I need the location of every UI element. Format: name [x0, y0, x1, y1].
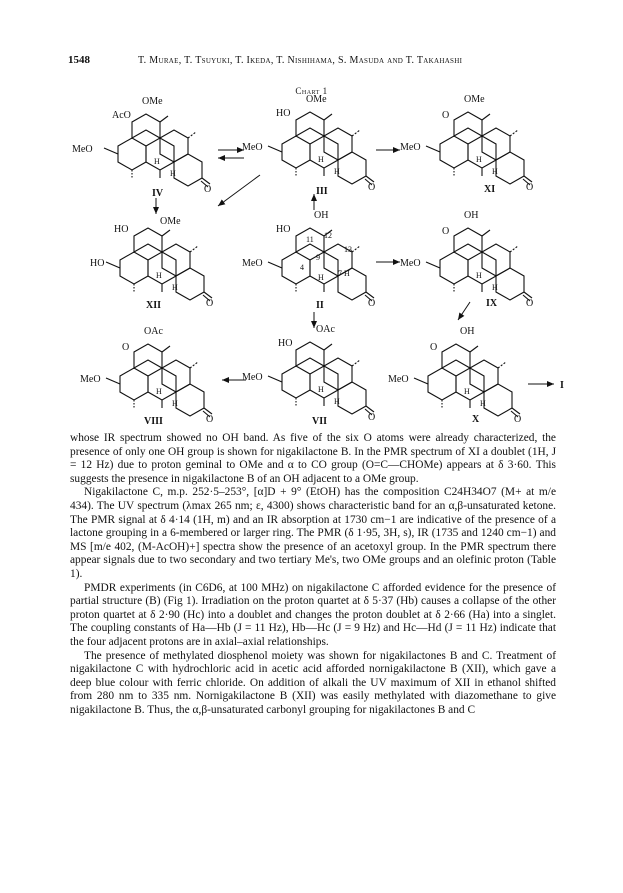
ome-label: OMe	[160, 216, 181, 227]
compound-label-II: II	[316, 300, 324, 311]
o-label: O	[442, 226, 450, 237]
atom-number-11: 11	[306, 235, 314, 244]
ho-label: HO	[276, 224, 291, 235]
oh-label: OH	[464, 210, 479, 221]
oh-label: OH	[314, 210, 329, 221]
h-label: H	[318, 155, 324, 164]
o-label: O	[526, 298, 534, 309]
compound-label-XI: XI	[484, 184, 496, 195]
compound-label-VII: VII	[312, 416, 328, 427]
o-label: O	[514, 414, 522, 425]
structure-XII	[90, 216, 213, 311]
atom-number-7: 7	[338, 269, 342, 278]
paragraph-1: whose IR spectrum showed no OH band. As five of the six O atoms were already characterized, the presence of only one OH group is shown for nigakilactone B. In the PMR spectrum of XI a doublet (1H, J = 12 Hz) due to proton geminal to OMe and α to CO group (O=C—CHOMe) appears at δ 3·60. This suggests the presence in nigakilactone B of an OH adjacent to a OMe group.	[70, 432, 556, 485]
aco-label: AcO	[112, 110, 131, 121]
body-text	[70, 432, 556, 717]
h-label: H	[172, 399, 178, 408]
h-label: H	[492, 167, 498, 176]
ome-label: OMe	[464, 94, 485, 105]
oac-label: OAc	[144, 326, 163, 337]
h-label: H	[476, 271, 482, 280]
compound-label-XII: XII	[146, 300, 162, 311]
meo-label: MeO	[72, 144, 93, 155]
h-label: H	[156, 387, 162, 396]
ho-label: HO	[90, 258, 105, 269]
oac-label: OAc	[316, 324, 335, 335]
structure-III	[242, 94, 375, 197]
oh-label: OH	[460, 326, 475, 337]
chart-title: Chart 1	[295, 86, 328, 96]
h-label: H	[154, 157, 160, 166]
structure-X	[388, 326, 521, 425]
arrow-II-IV	[218, 175, 260, 206]
ho-label: HO	[278, 338, 293, 349]
o-label: O	[204, 184, 212, 195]
structure-VIII	[80, 326, 213, 427]
atom-number-4: 4	[300, 263, 304, 272]
h-label: H	[172, 283, 178, 292]
compound-label-VIII: VIII	[144, 416, 163, 427]
compound-label-IV: IV	[152, 188, 164, 199]
atom-number-9: 9	[316, 253, 320, 262]
arrow-IX-X	[458, 302, 470, 320]
h-label: H	[334, 397, 340, 406]
o-label: O	[368, 298, 376, 309]
meo-label: MeO	[80, 374, 101, 385]
o-label: O	[430, 342, 438, 353]
o-label: O	[442, 110, 450, 121]
meo-label: MeO	[242, 142, 263, 153]
atom-number-13: 13	[344, 245, 352, 254]
h-label: H	[492, 283, 498, 292]
o-label: O	[368, 412, 376, 423]
ome-label: OMe	[142, 96, 163, 107]
h-label: H	[318, 273, 324, 282]
paragraph-2: Nigakilactone C, m.p. 252·5–253°, [α]D + 9° (EtOH) has the composition C24H34O7 (M+ at m/e 434). The UV spectrum (λmax 265 nm; ε, 4300) shows characteristic band for an α,β-unsaturated ketone. The PMR signal at δ 4·14 (1H, m) and an IR absorption at 1730 cm−1 are indicative of the presence of a lactone grouping in a 6-membered or larger ring. The PMR (δ 1·95, 3H, s), IR (1735 and 1240 cm−1) and MS [m/e 402, (M-AcOH)+] spectra show the presence of an acetoxyl group. In the PMR spectrum there appear signals due to two secondary and two tertiary Me's, two OMe groups and an olefinic proton (Table 1).	[70, 486, 556, 580]
meo-label: MeO	[242, 372, 263, 383]
structure-XI	[400, 94, 533, 195]
h-label: H	[318, 385, 324, 394]
o-label: O	[206, 298, 214, 309]
h-label: H	[344, 269, 350, 278]
h-label: H	[480, 399, 486, 408]
h-label: H	[464, 387, 470, 396]
h-label: H	[156, 271, 162, 280]
ome-label: OMe	[306, 94, 327, 105]
ho-label: HO	[114, 224, 129, 235]
ho-label: HO	[276, 108, 291, 119]
meo-label: MeO	[242, 258, 263, 269]
meo-label: MeO	[388, 374, 409, 385]
h-label: H	[170, 169, 176, 178]
paragraph-3: PMDR experiments (in C6D6, at 100 MHz) on nigakilactone C afforded evidence for the presence of partial structure (B) (Fig 1). Irradiation on the proton quartet at δ 5·37 (Hb) causes a collapse of the other proton quartet at δ 2·90 (Hc) into a doublet and changes the proton doublet at δ 2·66 (Ha) into a singlet. The coupling constants of Ha—Hb (J = 11 Hz), Hb—Hc (J = 9 Hz) and Hc—Hd (J = 11 Hz) indicate that the four adjacent protons are in axial–axial relationships.	[70, 581, 556, 648]
structure-IX	[400, 210, 533, 309]
author-line: T. Murae, T. Tsuyuki, T. Ikeda, T. Nishihama, S. Masuda and T. Takahashi	[138, 55, 463, 66]
h-label: H	[334, 167, 340, 176]
meo-label: MeO	[400, 142, 421, 153]
structure-VII	[242, 324, 375, 427]
o-label: O	[368, 182, 376, 193]
compound-label-I: I	[560, 380, 564, 391]
o-label: O	[206, 414, 214, 425]
structure-II	[242, 210, 375, 311]
meo-label: MeO	[400, 258, 421, 269]
reaction-scheme	[0, 0, 623, 430]
o-label: O	[122, 342, 130, 353]
structure-IV	[72, 96, 211, 199]
atom-number-12: 12	[324, 231, 332, 240]
compound-label-III: III	[316, 186, 328, 197]
h-label: H	[476, 155, 482, 164]
compound-label-X: X	[472, 414, 480, 425]
paragraph-4: The presence of methylated diosphenol moiety was shown for nigakilactones B and C. Treatment of nigakilactone C with hydrochloric acid in acetic acid afforded nornigakilactone B (XII), which gave a deep blue colour with ferric chloride. On addition of alkali the UV maximum of XII in ethanol shifted from 280 nm to 335 nm. Nornigakilactone B (XII) was easily methylated with diazomethane to give nigakilactone B. Thus, the α,β-unsaturated carbonyl grouping for nigakilactones B and C	[70, 649, 556, 716]
o-label: O	[526, 182, 534, 193]
page-number: 1548	[68, 54, 90, 66]
compound-label-IX: IX	[486, 298, 498, 309]
